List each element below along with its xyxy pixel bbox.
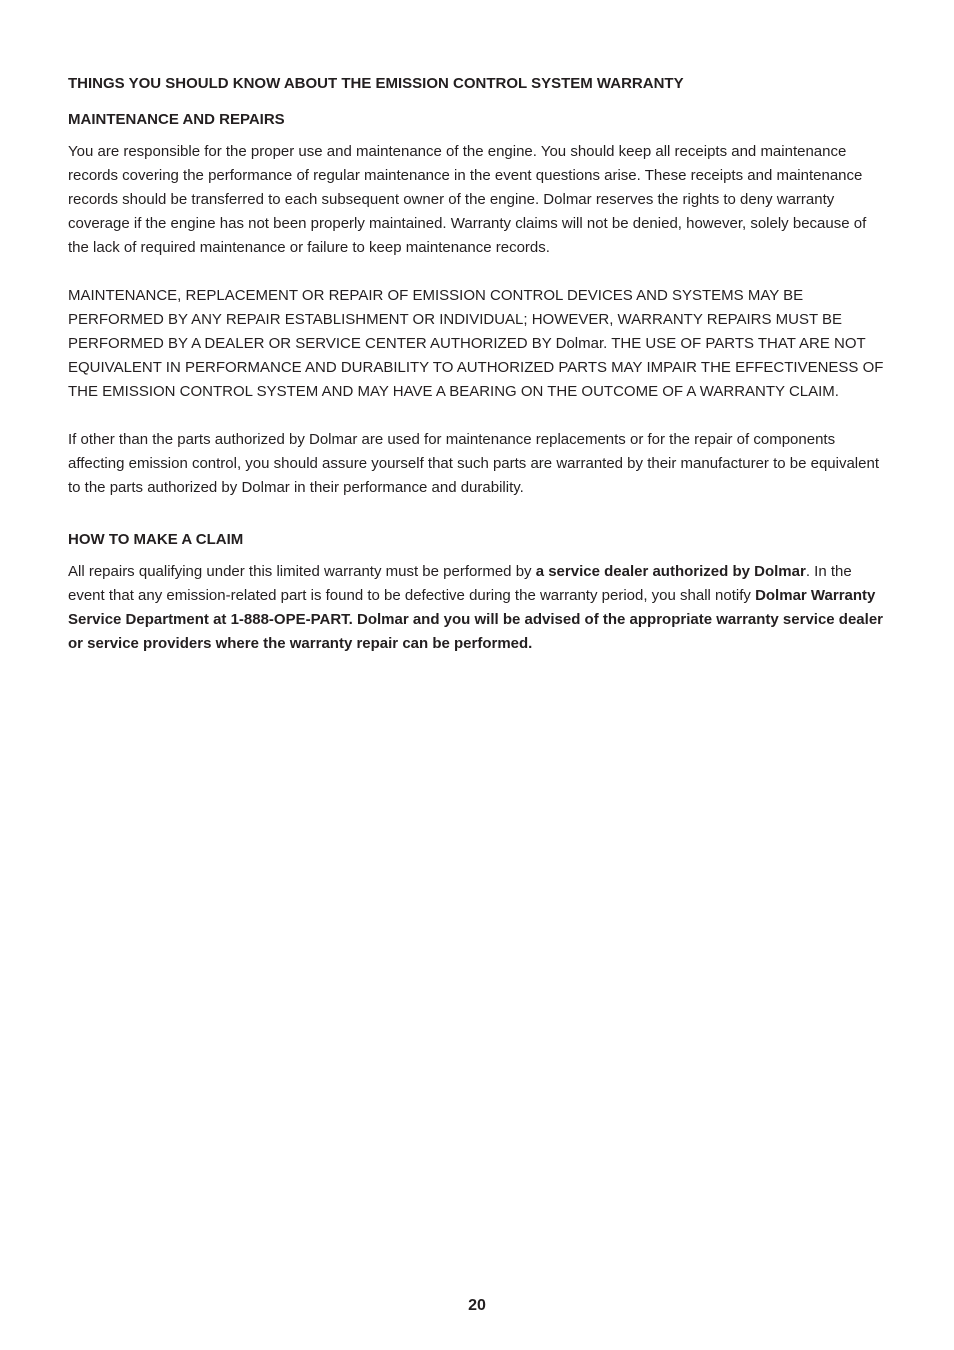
section-heading-maintenance: MAINTENANCE AND REPAIRS [68,111,285,128]
maintenance-paragraph: You are responsible for the proper use and maintenance of the engine. You should keep all receipts and maintenance records covering the performance of regular maintenance in the event questions arise. These receipts and maintenance records should be transferred to each subsequent owner of the engine. Dolmar reserves the rights to deny warranty coverage if the engine has not been properly maintained. Warranty claims will not be denied, however, solely because of the lack of required maintenance or failure to keep maintenance records. [68,143,867,256]
claim-text-2: . In the event that any emission-related part is found to be defective during the warranty period, you shall notify [68,563,852,604]
page-number: 20 [468,1297,486,1314]
notice-paragraph: MAINTENANCE, REPLACEMENT OR REPAIR OF EMISSION CONTROL DEVICES AND SYSTEMS MAY BE PERFORMED BY ANY REPAIR ESTABLISHMENT OR INDIVIDUAL; HOWEVER, WARRANTY REPAIRS MUST BE PERFORMED BY A DEALER OR SERVICE CENTER AUTHORIZED BY Dolmar. THE USE OF PARTS THAT ARE NOT EQUIVALENT IN PERFORMANCE AND DURABILITY TO AUTHORIZED PARTS MAY IMPAIR THE EFFECTIVENESS OF THE EMISSION CONTROL SYSTEM AND MAY HAVE A BEARING ON THE OUTCOME OF A WARRANTY CLAIM. [68,287,884,400]
claim-bold-1: a service dealer authorized by Dolmar [535,563,806,580]
parts-paragraph: If other than the parts authorized by Dolmar are used for maintenance replacements or for the repair of components affecting emission control, you should assure yourself that such parts are warranted by their manufacturer to be equivalent to the parts authorized by Dolmar in their performance and durability. [68,431,879,496]
claim-bold-2: Dolmar Warranty Service Department at 1-888-OPE-PART. Dolmar and you will be advised of the appropriate warranty service dealer or service providers where the warranty repair can be performed. [68,587,883,652]
claim-text-1: All repairs qualifying under this limited warranty must be performed by [68,563,536,580]
section-heading-claim: HOW TO MAKE A CLAIM [68,531,244,548]
document-page [68,74,890,656]
claim-paragraph [68,560,890,656]
page-title: THINGS YOU SHOULD KNOW ABOUT THE EMISSION CONTROL SYSTEM WARRANTY [68,75,684,92]
